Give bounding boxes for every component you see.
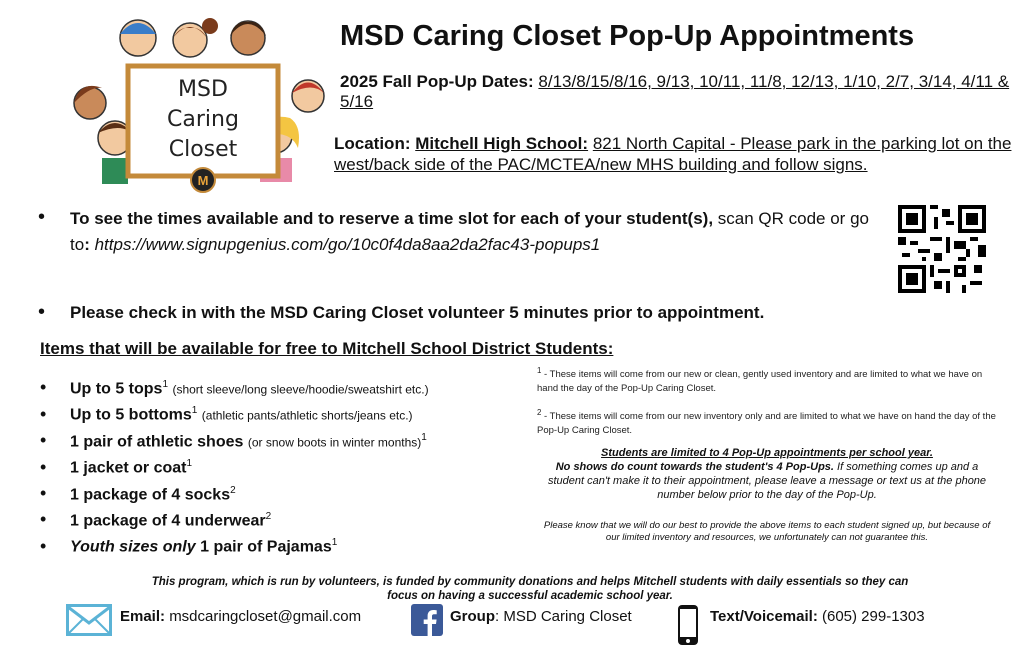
list-item: • 1 jacket or coat$^1$ [40,456,193,477]
dates-line [340,72,1010,112]
reserve-bold: To see the times available and to reserve a time slot for each of your student(s), [70,209,714,228]
footnote-text: - These items will come from our new or clean, gently used inventory and are limited to what we have on hand the day of the Pop-Up Caring Closet. [537,369,983,395]
item-main: 1 package of 4 underwear [70,512,266,530]
list-item: • 1 pair of athletic shoes (or snow boots in winter months)$^1$ [40,430,427,451]
policy-notes [537,446,997,502]
item-sup: 1 [162,379,168,390]
group-contact [450,608,632,625]
item-sup: 1 [191,405,198,417]
item-sup: 1 [186,458,193,470]
email-label: Email: [120,608,166,625]
email-address[interactable]: msdcaringcloset@gmail.com [169,608,362,625]
phone-icon [677,604,699,646]
qr-code[interactable] [898,205,986,293]
items-heading: Items that will be available for free to Mitchell School District Students: [40,339,614,358]
bullet-dot: • [38,206,46,228]
group-label: Group [450,608,495,625]
list-item: • 1 package of 4 underwear$^2$ [40,509,272,530]
item-main: 1 pair of athletic shoes [70,433,244,451]
bullet-dot: • [38,301,46,323]
footnote-mark: 1 [537,366,542,375]
logo-badge-letter: M [197,173,209,188]
list-item: • Youth sizes only 1 pair of Pajamas$^1$ [40,535,338,556]
item-sup: 1 [421,431,427,443]
dates-label: 2025 Fall Pop-Up Dates: [340,72,534,91]
location-details: 821 North Capital - Please park in the parking lot on the west/back side of the PAC/MCTEA/new MHS building and follow signs. [334,134,1012,174]
item-main: 1 pair of Pajamas [200,538,332,556]
list-item: • 1 package of 4 socks$^2$ [40,482,236,503]
phone-number[interactable]: (605) 299-1303 [821,608,925,625]
item-main: 1 jacket or coat [70,459,187,477]
page-title: MSD Caring Closet Pop-Up Appointments [340,20,915,52]
location-place: Mitchell High School: [415,134,589,153]
envelope-icon [66,604,112,636]
footnote-text: - These items will come from our new inventory only and are limited to what we have on hand the day of the Pop-Up Caring Closet. [537,411,996,437]
location-line [334,133,1014,175]
dates-value: 8/13/8/15/8/16, 9/13, 10/11, 11/8, 12/13, 1/10, 2/7, 3/14, 4/11 & 5/16 [340,72,1010,111]
item-main: 1 package of 4 socks [70,485,231,503]
checkin-bullet: Please check in with the MSD Caring Closet volunteer 5 minutes prior to appointment. [70,303,765,322]
reserve-bullet [70,206,890,258]
noshow-rest: If something comes up and a student can't make it to their appointment, please leave a message or text us at the phone number below prior to the day of the Pop-Up. [547,461,987,501]
location-label: Location: [334,134,411,153]
noshow-note: No shows do count towards the student's 4 Pop-Ups. [555,461,834,473]
list-item: • Up to 5 bottoms$^1$ (athletic pants/athletic shorts/jeans etc.) [40,403,413,424]
caring-closet-logo [50,8,330,198]
program-statement: This program, which is run by volunteers, is funded by community donations and helps Mitchell students with daily essentials so they can focus on having a successful academic school year. [151,576,909,602]
item-note: (short sleeve/long sleeve/hoodie/sweatshirt etc.) [172,382,429,397]
item-sup: 2 [230,484,236,496]
logo-line2: Caring [167,107,239,132]
footnote-mark: 2 [537,408,542,417]
item-note: (or snow boots in winter months) [247,435,422,450]
signup-link[interactable]: https://www.signupgenius.com/go/10c0f4da8aa2da2fac43-popups1 [94,235,601,254]
item-main: Up to 5 tops [70,380,163,398]
item-sup: 2 [265,510,272,522]
text-label: Text/Voicemail: [710,608,818,625]
logo-line1: MSD [178,77,228,102]
footnote-2 [537,406,997,438]
item-sup: 1 [331,537,338,549]
item-main: Up to 5 bottoms [70,406,192,424]
text-contact [710,608,925,625]
items-list [40,372,540,557]
limit-note: Students are limited to 4 Pop-Up appointments per school year. [601,447,933,459]
reserve-scan: scan QR code or go to [70,209,869,254]
logo-line3: Closet [168,137,238,162]
group-name[interactable]: : MSD Caring Closet [495,608,632,625]
reserve-colon: : [84,235,90,254]
list-item: • Up to 5 tops$^1$ (short sleeve/long sleeve/hoodie/sweatshirt etc.) [40,377,429,398]
item-italic: Youth sizes only [70,538,196,556]
item-note: (athletic pants/athletic shorts/jeans etc.) [201,408,413,423]
footnote-1 [537,364,997,396]
facebook-icon [411,604,443,636]
email-contact [120,608,361,625]
disclaimer: Please know that we will do our best to provide the above items to each student signed up, but because of our limited inventory and resources, we unfortunately can not guarantee this. [543,520,991,543]
